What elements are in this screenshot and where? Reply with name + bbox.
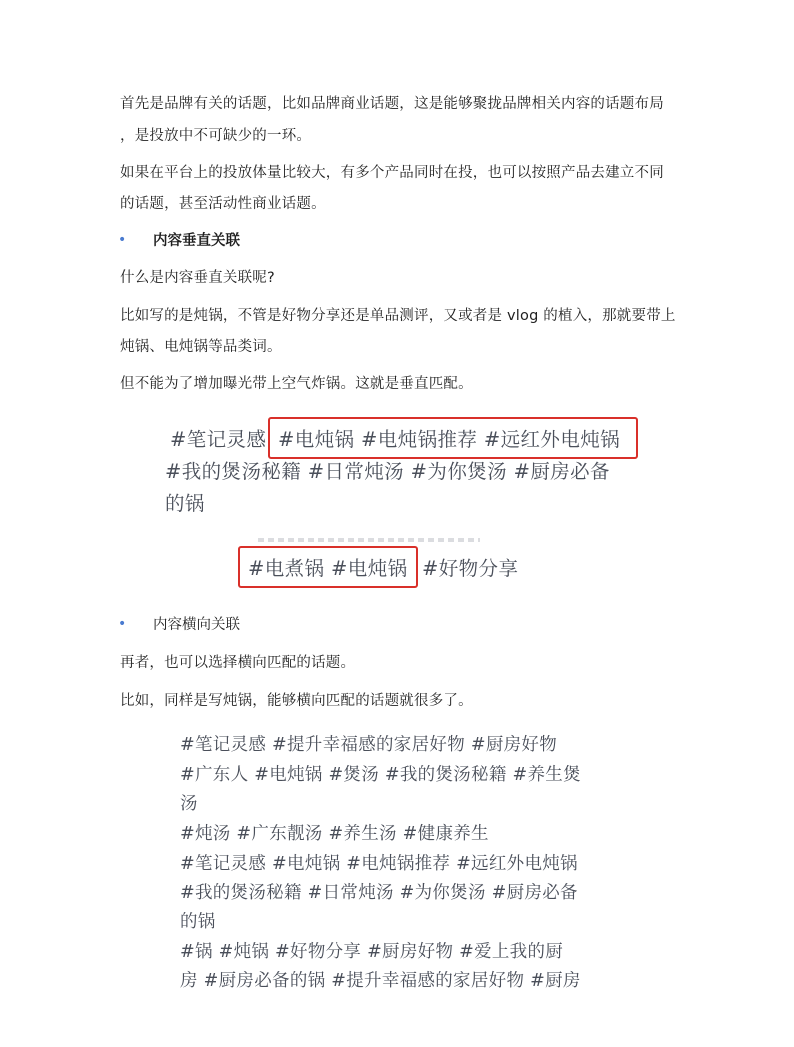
paragraph-example-line1: 比如写的是炖锅，不管是好物分享还是单品测评，又或者是 vlog 的植入，那就要带上: [120, 308, 676, 324]
paragraph-horizontal-intro: 再者，也可以选择横向匹配的话题。: [120, 655, 356, 671]
tag-row: #锅 #炖锅 #好物分享 #厨房好物 #爱上我的厨: [180, 942, 564, 962]
paragraph-example-line2: 炖锅、电炖锅等品类词。: [120, 339, 282, 355]
tag-row: #笔记灵感 #提升幸福感的家居好物 #厨房好物: [180, 735, 558, 755]
tag-row: 汤: [180, 794, 198, 814]
tag-row: #我的煲汤秘籍 #日常炖汤 #为你煲汤 #厨房必备: [180, 883, 578, 903]
bullet-icon: •: [118, 616, 127, 632]
tag-line-4a: #电煮锅 #电炖锅: [248, 557, 408, 580]
tag-row: #笔记灵感 #电炖锅 #电炖锅推荐 #远红外电炖锅: [180, 854, 578, 874]
section-heading-vertical: 内容垂直关联: [153, 233, 240, 249]
bullet-icon: •: [118, 232, 127, 248]
cropped-text-artifact: [258, 538, 480, 542]
paragraph-brand-line1: 首先是品牌有关的话题，比如品牌商业话题，这是能够聚拢品牌相关内容的话题布局: [120, 96, 664, 112]
tag-row: 的锅: [180, 912, 216, 932]
paragraph-volume-line2: 的话题，甚至活动性商业话题。: [120, 196, 326, 212]
tag-row: 房 #厨房必备的锅 #提升幸福感的家居好物 #厨房: [180, 971, 581, 991]
paragraph-brand-line2: ，是投放中不可缺少的一环。: [120, 128, 312, 144]
question-text: 什么是内容垂直关联呢?: [120, 270, 275, 286]
tag-line-1a: #笔记灵感: [170, 428, 267, 451]
tag-row: #广东人 #电炖锅 #煲汤 #我的煲汤秘籍 #养生煲: [180, 765, 581, 785]
paragraph-horizontal-example: 比如，同样是写炖锅，能够横向匹配的话题就很多了。: [120, 693, 473, 709]
paragraph-vertical-match: 但不能为了增加曝光带上空气炸锅。这就是垂直匹配。: [120, 376, 473, 392]
tag-line-1b: #电炖锅 #电炖锅推荐 #远红外电炖锅: [278, 428, 621, 451]
paragraph-volume-line1: 如果在平台上的投放体量比较大，有多个产品同时在投，也可以按照产品去建立不同: [120, 165, 664, 181]
tag-line-2: #我的煲汤秘籍 #日常炖汤 #为你煲汤 #厨房必备: [165, 460, 610, 483]
tag-line-3: 的锅: [165, 492, 205, 515]
section-heading-horizontal: 内容横向关联: [153, 617, 240, 633]
tag-row: #炖汤 #广东靓汤 #养生汤 #健康养生: [180, 824, 489, 844]
tag-line-4b: #好物分享: [422, 557, 519, 580]
